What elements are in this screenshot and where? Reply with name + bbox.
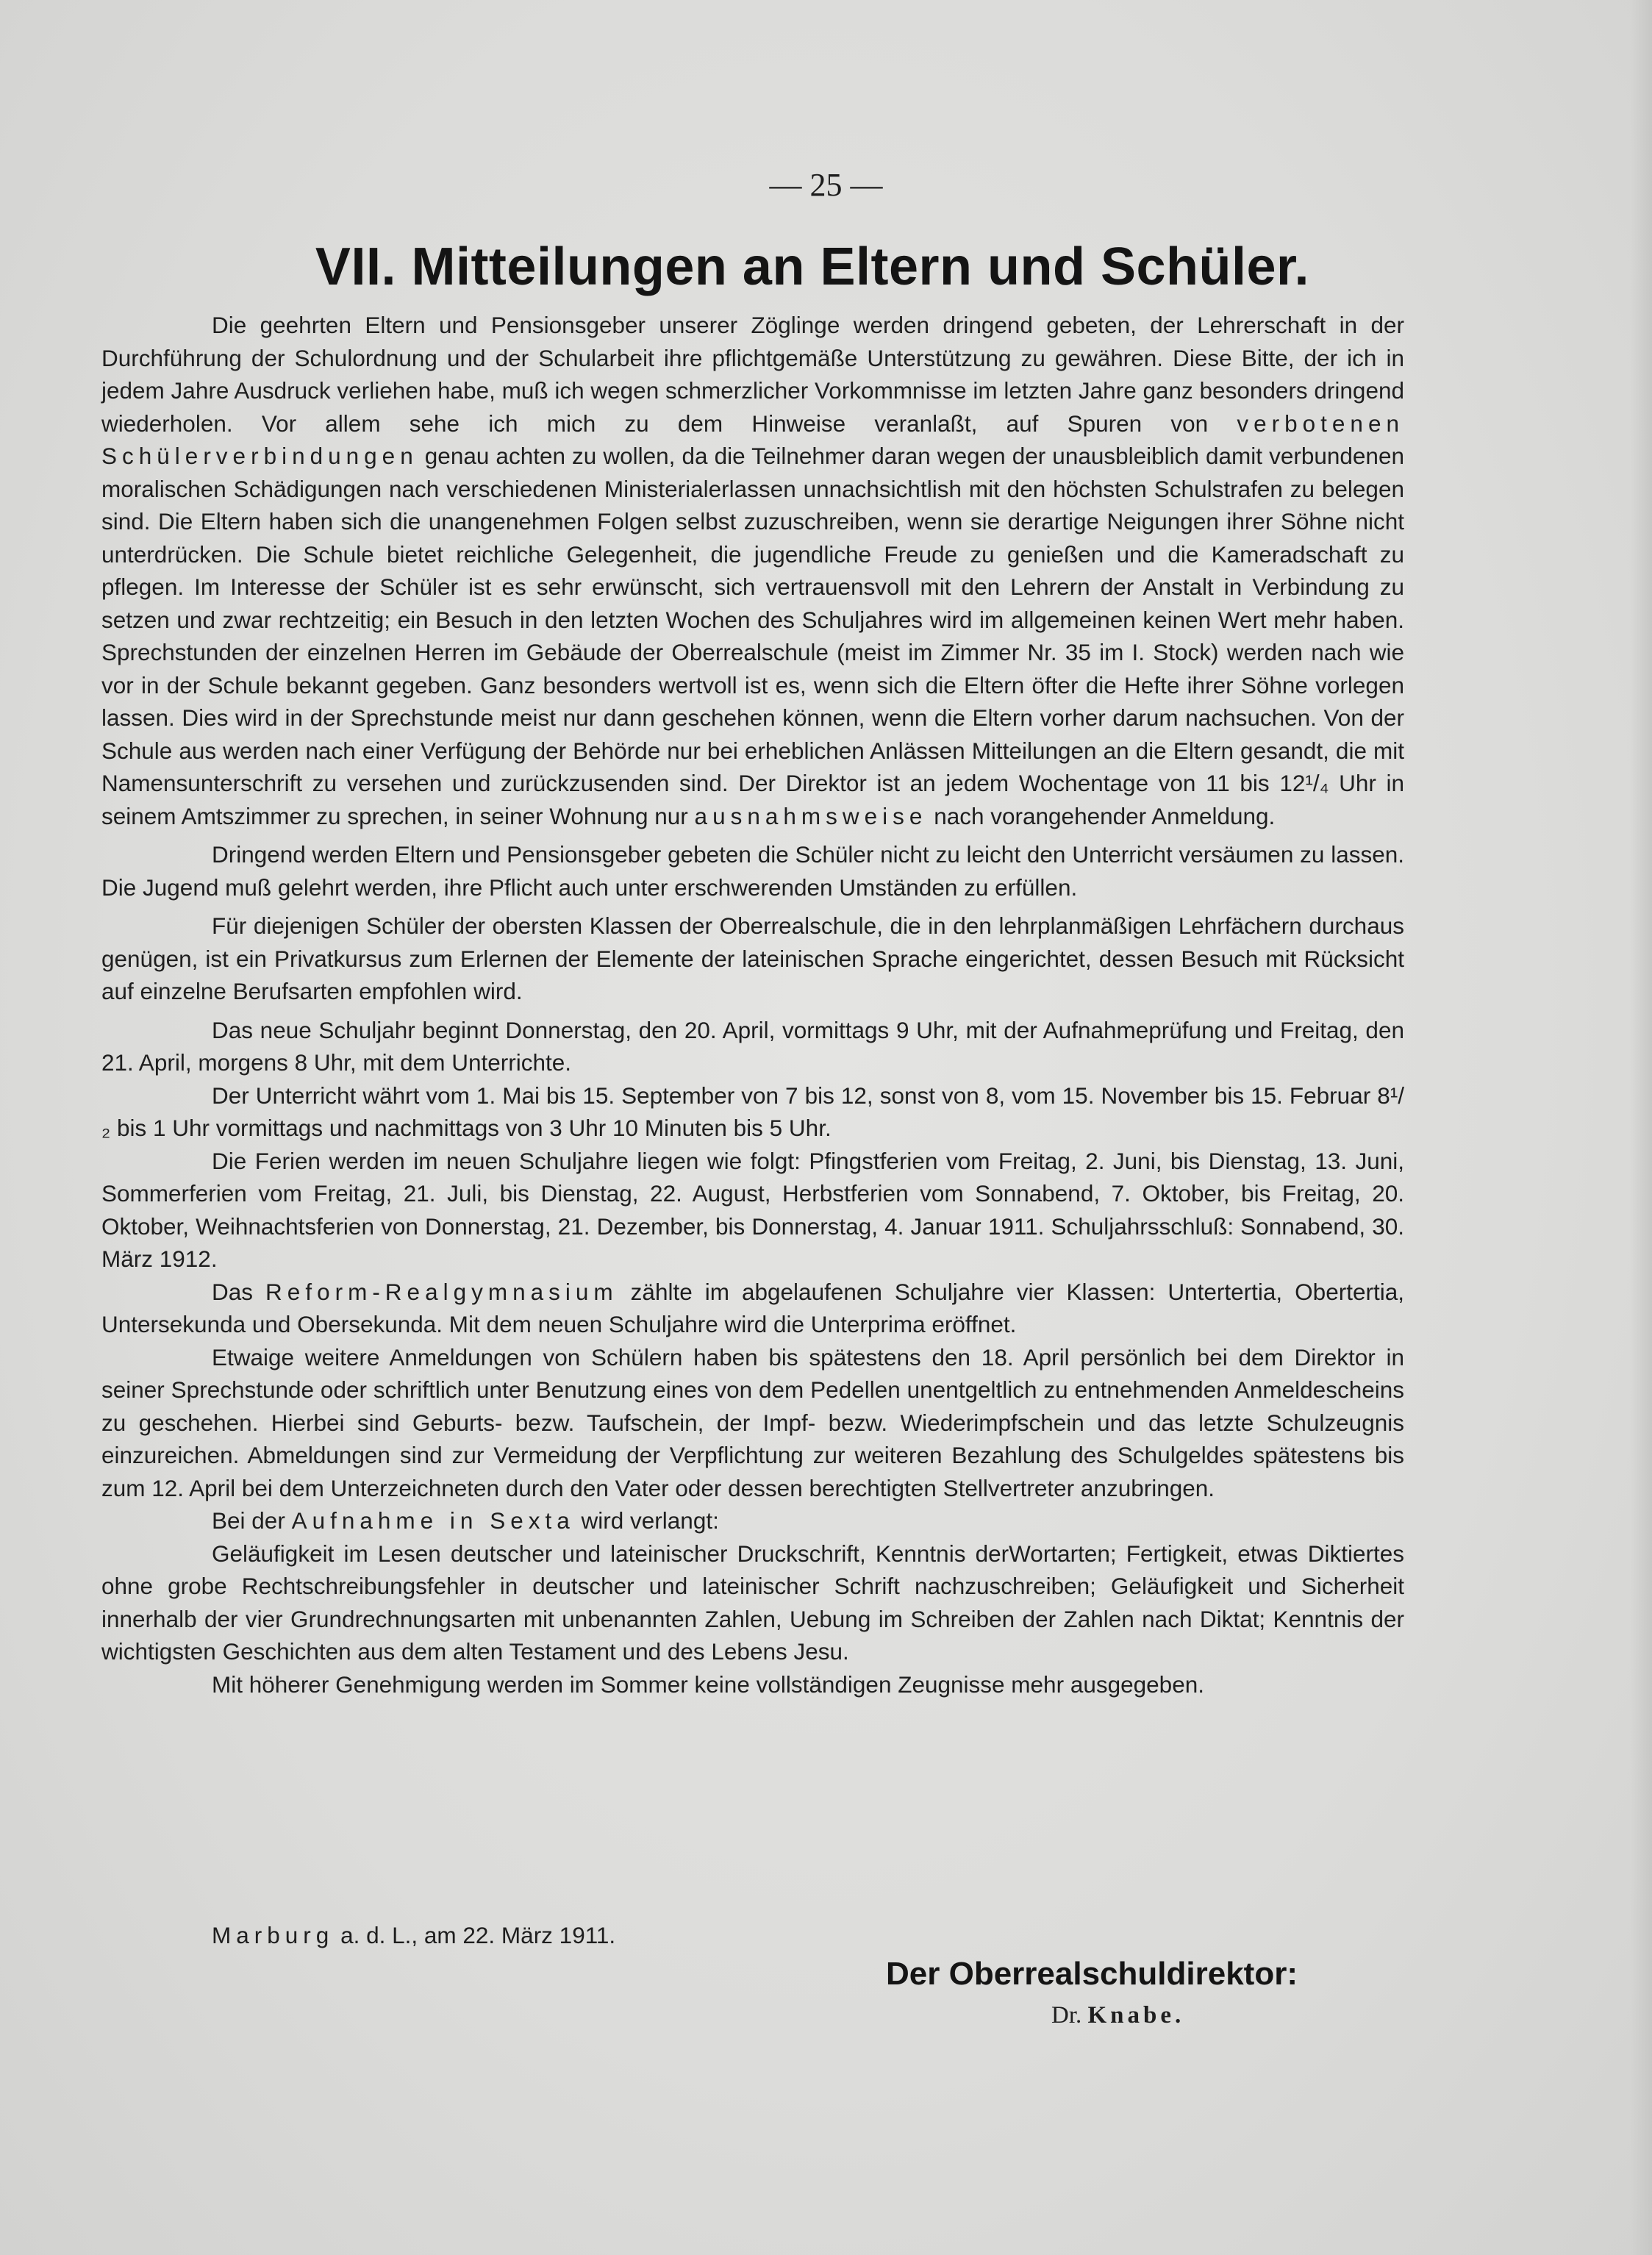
date-text: a. d. L., am 22. März 1911. (340, 1922, 616, 1948)
paragraph-sexta-intro (101, 1504, 1404, 1537)
spaced-emphasis: Reform-Realgymnasium (265, 1278, 618, 1305)
paragraph-attendance: Dringend werden Eltern und Pensionsgeber gebeten die Schüler nicht zu leicht den Unterricht versäumen zu lassen. Die Jugend muß gelehrt werden, ihre Pflicht auch unter erschwerenden Umständen zu erfüllen. (101, 841, 1404, 901)
paragraph-text: wird verlangt: (581, 1507, 719, 1534)
paragraph-text: zählte im abgelaufenen Schuljahre vier Klassen: Untertertia, Obertertia, Untersekunda und Obersekunda. Mit dem neuen Schuljahre wird die Unterprima eröffnet. (101, 1278, 1404, 1337)
paragraph-lesson-times: Der Unterricht währt vom 1. Mai bis 15. September von 7 bis 12, sonst von 8, vom 15. November bis 15. Februar 8¹/₂ bis 1 Uhr vormittags und nachmittags von 3 Uhr 10 Minuten bis 5 Uhr. (101, 1082, 1404, 1141)
signature-name (1051, 2002, 1184, 2029)
signature-surname: Knabe. (1087, 2002, 1185, 2029)
paragraph-text: nach vorangehender Anmeldung. (934, 802, 1276, 829)
paragraph-latin-course: Für diejenigen Schüler der obersten Klassen der Oberrealschule, die in den lehrplanmäßigen Lehrfächern durchaus genügen, ist ein Privatkursus zum Erlernen der Elemente der lateinischen Sprache eingerichtet, dessen Besuch mit Rücksicht auf einzelne Berufsarten empfohlen wird. (101, 912, 1404, 1004)
signature-prefix: Dr. (1051, 2002, 1082, 2029)
paragraph-sexta-requirements: Geläufigkeit im Lesen deutscher und lateinischer Druckschrift, Kenntnis derWortarten; Fertigkeit, etwas Diktiertes ohne grobe Rechtschreibungsfehler in deutscher und lateinischer Schrift nachzuschreiben; Geläufigkeit und Sicherheit innerhalb der vier Grundrechnungsarten mit unbenannten Zahlen, Uebung im Schreiben der Zahlen nach Diktat; Kenntnis der wichtigsten Geschichten aus dem alten Testament und des Lebens Jesu. (101, 1540, 1404, 1665)
spaced-emphasis: verbotenen Schülerverbindungen (101, 410, 1404, 469)
page-number: — 25 — (769, 167, 883, 203)
spaced-emphasis: ausnahmsweise (694, 802, 928, 829)
place-name: Marburg (212, 1922, 335, 1948)
paragraph-holidays: Die Ferien werden im neuen Schuljahre liegen wie folgt: Pfingstferien vom Freitag, 2. Juni, bis Dienstag, 13. Juni, Sommerferien vom Freitag, 21. Juli, bis Dienstag, 22. August, Herbstferien vom Sonnabend, 7. Oktober, bis Freitag, 20. Oktober, Weihnachtsferien von Donnerstag, 21. Dezember, bis Donnerstag, 4. Januar 1911. Schuljahrsschluß: Sonnabend, 30. März 1912. (101, 1147, 1404, 1272)
paragraph-text: Bei der (212, 1507, 285, 1534)
paragraph-certificates: Mit höherer Genehmigung werden im Sommer keine vollständigen Zeugnisse mehr ausgegeben. (212, 1670, 1204, 1698)
paragraph-text: Die geehrten Eltern und Pensionsgeber unserer Zöglinge werden dringend gebeten, der Lehrerschaft in der Durchführung der Schulordnung und der Schularbeit ihre pflichtgemäße Unterstützung zu gewähren. Diese Bitte, der ich in jedem Jahre Ausdruck verliehen habe, muß ich wegen schmerzlicher Vorkommnisse im letzten Jahre ganz besonders dringend wiederholen. Vor allem sehe ich mich zu dem Hinweise veranlaßt, auf Spuren von (101, 312, 1404, 437)
paragraph-parent-cooperation (101, 309, 1404, 832)
spaced-emphasis: Aufnahme in Sexta (291, 1507, 575, 1534)
paragraph-school-year-start: Das neue Schuljahr beginnt Donnerstag, den 20. April, vormittags 9 Uhr, mit der Aufnahmeprüfung und Freitag, den 21. April, morgens 8 Uhr, mit dem Unterrichte. (101, 1016, 1404, 1076)
page-edge-shadow (1630, 0, 1652, 2255)
signature-title: Der Oberrealschuldirektor: (886, 1956, 1298, 1992)
body-text (101, 309, 1404, 1701)
place-and-date (212, 1922, 615, 1949)
paragraph-reform-realgymnasium (101, 1276, 1404, 1341)
paragraph-text: genau achten zu wollen, da die Teilnehmer daran wegen der unausbleiblich damit verbundenen moralischen Schädigungen nach verschiedenen Ministerialerlassen unnachsichtlish mit den höchsten Schulstrafen zu belegen sind. Die Eltern haben sich die unangenehmen Folgen selbst zuzuschreiben, wenn sie derartige Neigungen ihrer Söhne nicht unterdrücken. Die Schule bietet reichliche Gelegenheit, die jugendliche Freude zu genießen und die Kameradschaft zu pflegen. Im Interesse der Schüler ist es sehr erwünscht, sich vertrauensvoll mit den Lehrern der Anstalt in Verbindung zu setzen und zwar rechtzeitig; ein Besuch in den letzten Wochen des Schuljahres wird im allgemeinen keinen Wert mehr haben. Sprechstunden der einzelnen Herren im Gebäude der Oberrealschule (meist im Zimmer Nr. 35 im I. Stock) werden nach wie vor in der Schule bekannt gegeben. Ganz besonders wertvoll ist es, wenn sich die Eltern öfter die Hefte ihrer Söhne vorlegen lassen. Dies wird in der Sprechstunde meist nur dann geschehen können, wenn die Eltern vorher darum nachsuchen. Von der Schule aus werden nach einer Verfügung der Behörde nur bei erheblichen Anlässen Mitteilungen an die Eltern gesandt, die mit Namensunterschrift zu versehen und zurückzusenden sind. Der Direktor ist an jedem Wochentage von 11 bis 12¹/₄ Uhr in seinem Amtszimmer zu sprechen, in seiner Wohnung nur (101, 443, 1404, 829)
section-heading: VII. Mitteilungen an Eltern und Schüler. (315, 237, 1310, 296)
paragraph-registration: Etwaige weitere Anmeldungen von Schülern haben bis spätestens den 18. April persönlich bei dem Direktor in seiner Sprechstunde oder schriftlich unter Benutzung eines von dem Pedellen unentgeltlich zu entnehmenden Anmeldescheins zu geschehen. Hierbei sind Geburts- bezw. Taufschein, der Impf- bezw. Wiederimpfschein und das letzte Schulzeugnis einzureichen. Abmeldungen sind zur Vermeidung der Verpflichtung zur weiteren Bezahlung des Schulgeldes spätestens bis zum 12. April bei dem Unterzeichneten durch den Vater oder dessen berechtigten Stellvertreter anzubringen. (101, 1343, 1404, 1501)
paragraph-text: Das (212, 1278, 254, 1305)
